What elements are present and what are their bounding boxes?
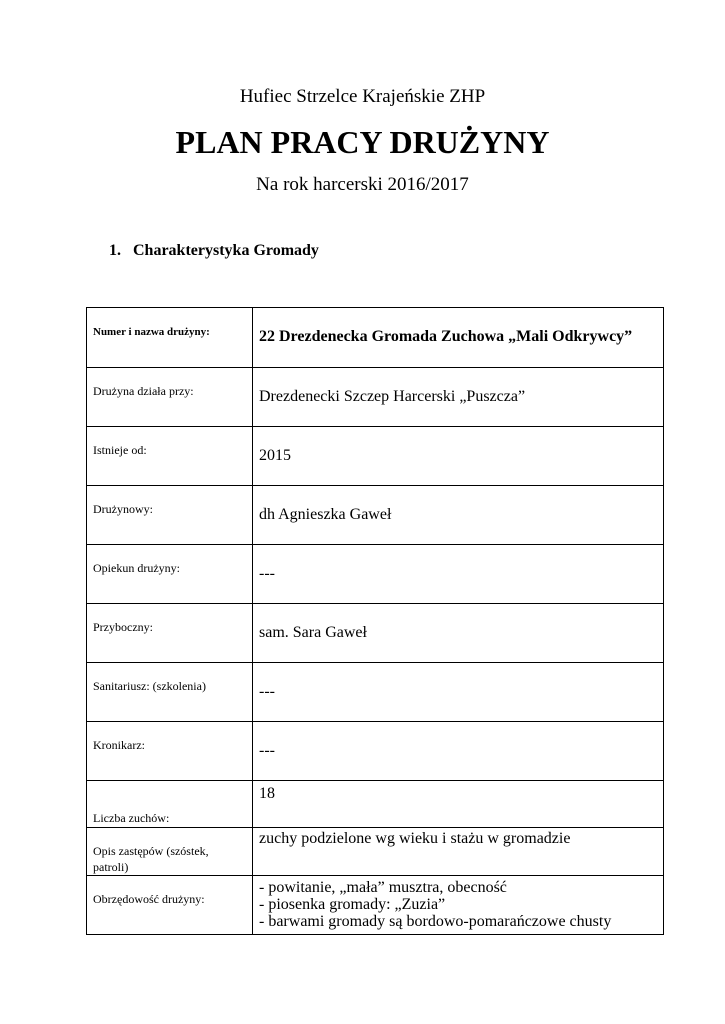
table-row bbox=[87, 308, 664, 368]
table-row bbox=[87, 663, 664, 722]
row-label-cell bbox=[87, 604, 253, 663]
row-value-cell bbox=[253, 876, 664, 935]
section-heading bbox=[109, 242, 319, 260]
row-label: Opis zastępów (szóstek, patroli) bbox=[93, 844, 209, 874]
row-label-cell bbox=[87, 828, 253, 876]
row-value-line: - powitanie, „mała” musztra, obecność bbox=[259, 879, 507, 896]
row-label-cell bbox=[87, 368, 253, 427]
row-label-cell bbox=[87, 427, 253, 486]
row-value-cell bbox=[253, 663, 664, 722]
row-value-cell bbox=[253, 781, 664, 828]
row-label: Kronikarz: bbox=[93, 738, 145, 752]
row-value-cell bbox=[253, 427, 664, 486]
row-value: 18 bbox=[259, 785, 275, 802]
row-value: --- bbox=[259, 742, 275, 759]
row-value: --- bbox=[259, 683, 275, 700]
organization-name: Hufiec Strzelce Krajeńskie ZHP bbox=[239, 86, 486, 107]
table-row bbox=[87, 545, 664, 604]
row-value-cell bbox=[253, 604, 664, 663]
row-value: dh Agnieszka Gaweł bbox=[259, 506, 392, 523]
row-value-cell bbox=[253, 368, 664, 427]
row-value: --- bbox=[259, 565, 275, 582]
page-subtitle: Na rok harcerski 2016/2017 bbox=[256, 174, 469, 195]
row-value-cell bbox=[253, 722, 664, 781]
row-label: Liczba zuchów: bbox=[93, 811, 170, 825]
row-value: 22 Drezdenecka Gromada Zuchowa „Mali Odkrywcy” bbox=[259, 328, 633, 345]
row-value: Drezdenecki Szczep Harcerski „Puszcza” bbox=[259, 388, 526, 405]
row-label-cell bbox=[87, 876, 253, 935]
row-value-cell bbox=[253, 486, 664, 545]
row-label-cell bbox=[87, 545, 253, 604]
row-value-cell bbox=[253, 828, 664, 876]
table-row bbox=[87, 368, 664, 427]
table-row bbox=[87, 828, 664, 876]
row-label-cell bbox=[87, 781, 253, 828]
row-label: Istnieje od: bbox=[93, 443, 147, 457]
table-row bbox=[87, 427, 664, 486]
row-label-cell bbox=[87, 486, 253, 545]
row-label: Opiekun drużyny: bbox=[93, 561, 180, 575]
table-row bbox=[87, 781, 664, 828]
row-label: Przyboczny: bbox=[93, 620, 153, 634]
row-value-line: - barwami gromady są bordowo-pomarańczowe chusty bbox=[259, 913, 612, 930]
team-info-table bbox=[86, 307, 664, 935]
row-value-list bbox=[253, 876, 663, 930]
row-value: 2015 bbox=[259, 447, 291, 464]
section-number: 1. bbox=[109, 242, 121, 259]
table-row bbox=[87, 604, 664, 663]
row-value-line: - piosenka gromady: „Zuzia” bbox=[259, 896, 446, 913]
row-label-cell bbox=[87, 663, 253, 722]
row-label: Numer i nazwa drużyny: bbox=[93, 326, 210, 338]
table-row bbox=[87, 876, 664, 935]
row-label: Sanitariusz: (szkolenia) bbox=[93, 679, 206, 693]
table-row bbox=[87, 486, 664, 545]
row-value: sam. Sara Gaweł bbox=[259, 624, 367, 641]
row-label-cell bbox=[87, 308, 253, 368]
row-value-cell bbox=[253, 545, 664, 604]
table-row bbox=[87, 722, 664, 781]
row-label: Drużyna działa przy: bbox=[93, 384, 194, 398]
section-title: Charakterystyka Gromady bbox=[133, 242, 319, 259]
row-value: zuchy podzielone wg wieku i stażu w gromadzie bbox=[259, 830, 571, 847]
row-label-cell bbox=[87, 722, 253, 781]
row-label: Obrzędowość drużyny: bbox=[93, 892, 205, 906]
row-value-cell bbox=[253, 308, 664, 368]
page-title: PLAN PRACY DRUŻYNY bbox=[175, 124, 550, 160]
row-label: Drużynowy: bbox=[93, 502, 153, 516]
